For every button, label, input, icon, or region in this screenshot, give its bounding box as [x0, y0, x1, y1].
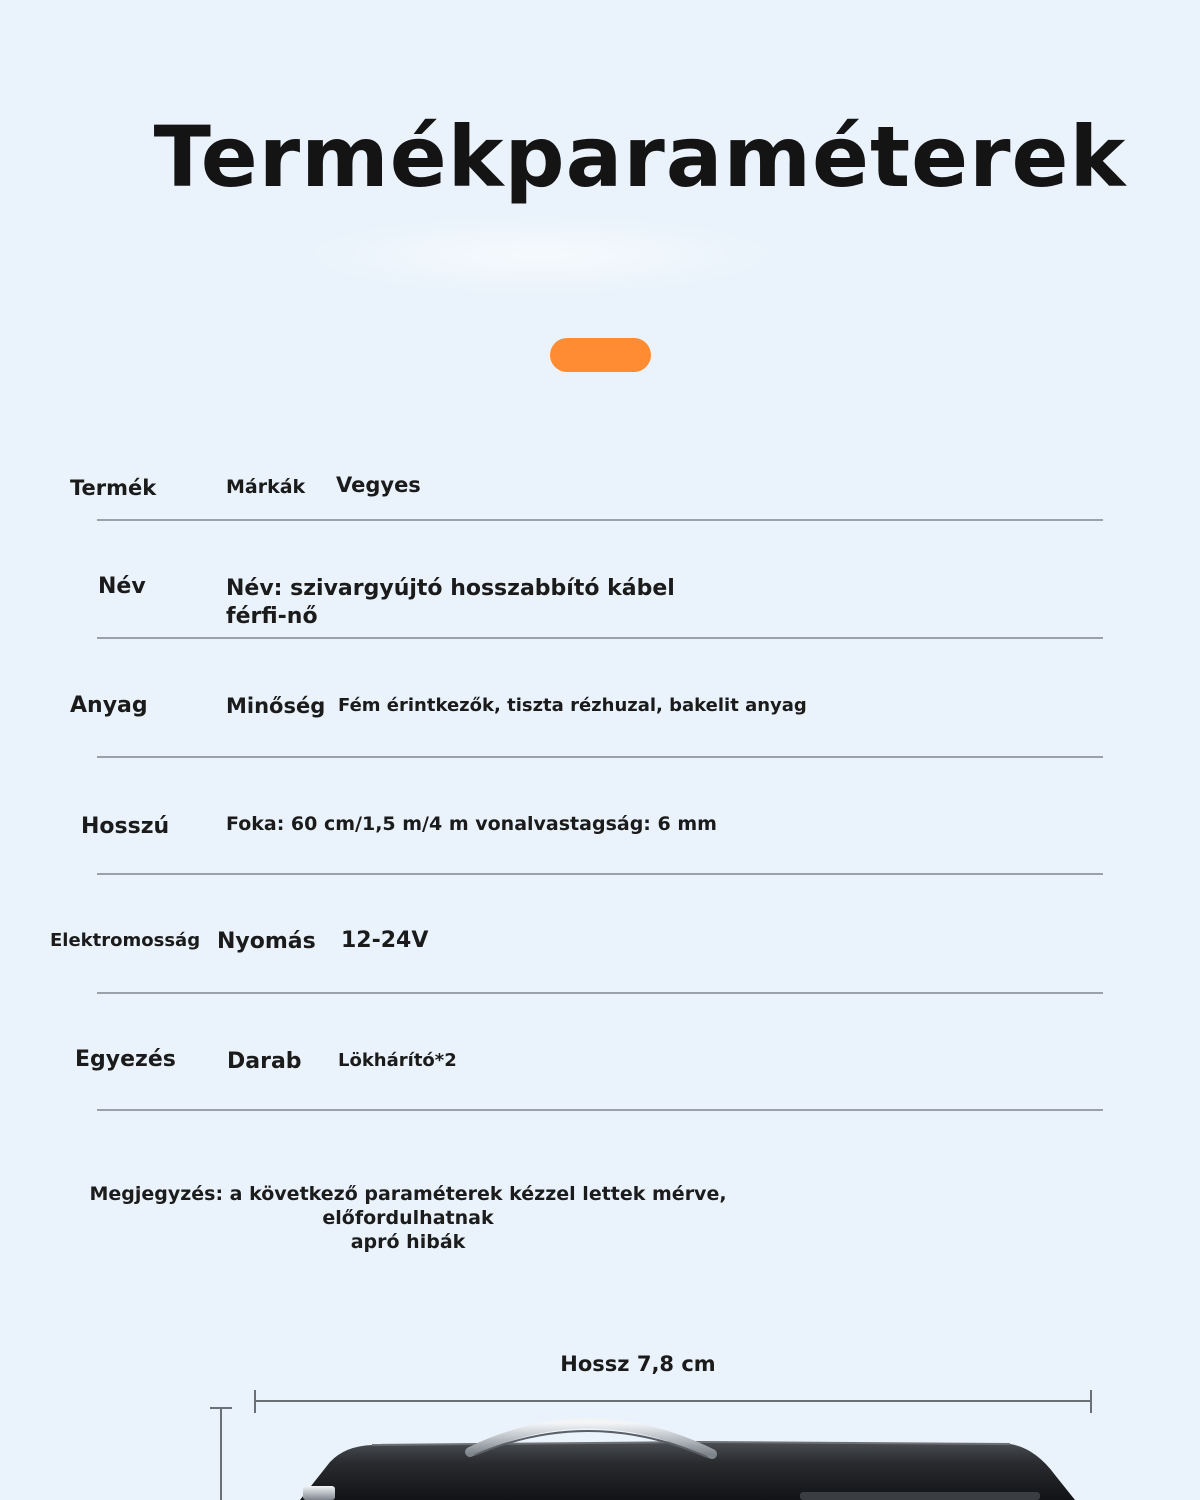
row-value-pressure: 12-24V: [341, 928, 429, 953]
row-label-name: Név: [98, 574, 146, 599]
measurement-note-line2: apró hibák: [350, 1231, 466, 1253]
row-value-brands: Vegyes: [336, 473, 421, 497]
row-value-pieces: Lökhárító*2: [338, 1050, 457, 1071]
row-divider: [97, 637, 1103, 639]
page-title: Termékparaméterek: [153, 108, 1127, 206]
row-label-match: Egyezés: [75, 1047, 176, 1072]
measurement-note: [30, 1182, 786, 1254]
title-glow: [300, 215, 780, 295]
row-value-length: Foka: 60 cm/1,5 m/4 m vonalvastagság: 6 mm: [226, 813, 717, 835]
accent-pill: [550, 338, 651, 372]
row-key-pressure: Nyomás: [217, 929, 316, 954]
row-divider: [97, 873, 1103, 875]
measurement-note-line1: Megjegyzés: a következő paraméterek kézzel lettek mérve, előfordulhatnak: [89, 1183, 727, 1229]
row-value-name-line2: férfi-nő: [226, 604, 318, 629]
row-key-brands: Márkák: [226, 476, 306, 498]
row-label-electricity: Elektromosság: [50, 930, 201, 951]
row-divider: [97, 1109, 1103, 1111]
row-label-product: Termék: [70, 476, 157, 500]
row-divider: [97, 519, 1103, 521]
row-key-quality: Minőség: [226, 694, 326, 718]
row-value-quality: Fém érintkezők, tiszta rézhuzal, bakelit anyag: [338, 695, 807, 716]
row-label-length: Hosszú: [81, 814, 170, 839]
row-key-pieces: Darab: [227, 1049, 302, 1074]
row-value-name: [226, 575, 675, 631]
row-divider: [97, 992, 1103, 994]
row-label-material: Anyag: [70, 693, 148, 718]
height-dimension-line: [210, 1408, 232, 1500]
row-divider: [97, 756, 1103, 758]
plug-body: [300, 1423, 1075, 1500]
product-image: [0, 1380, 1200, 1500]
length-dimension-line: [255, 1390, 1091, 1413]
row-value-name-line1: Név: szivargyújtó hosszabbító kábel: [226, 576, 675, 601]
length-dimension-label: Hossz 7,8 cm: [560, 1352, 716, 1376]
